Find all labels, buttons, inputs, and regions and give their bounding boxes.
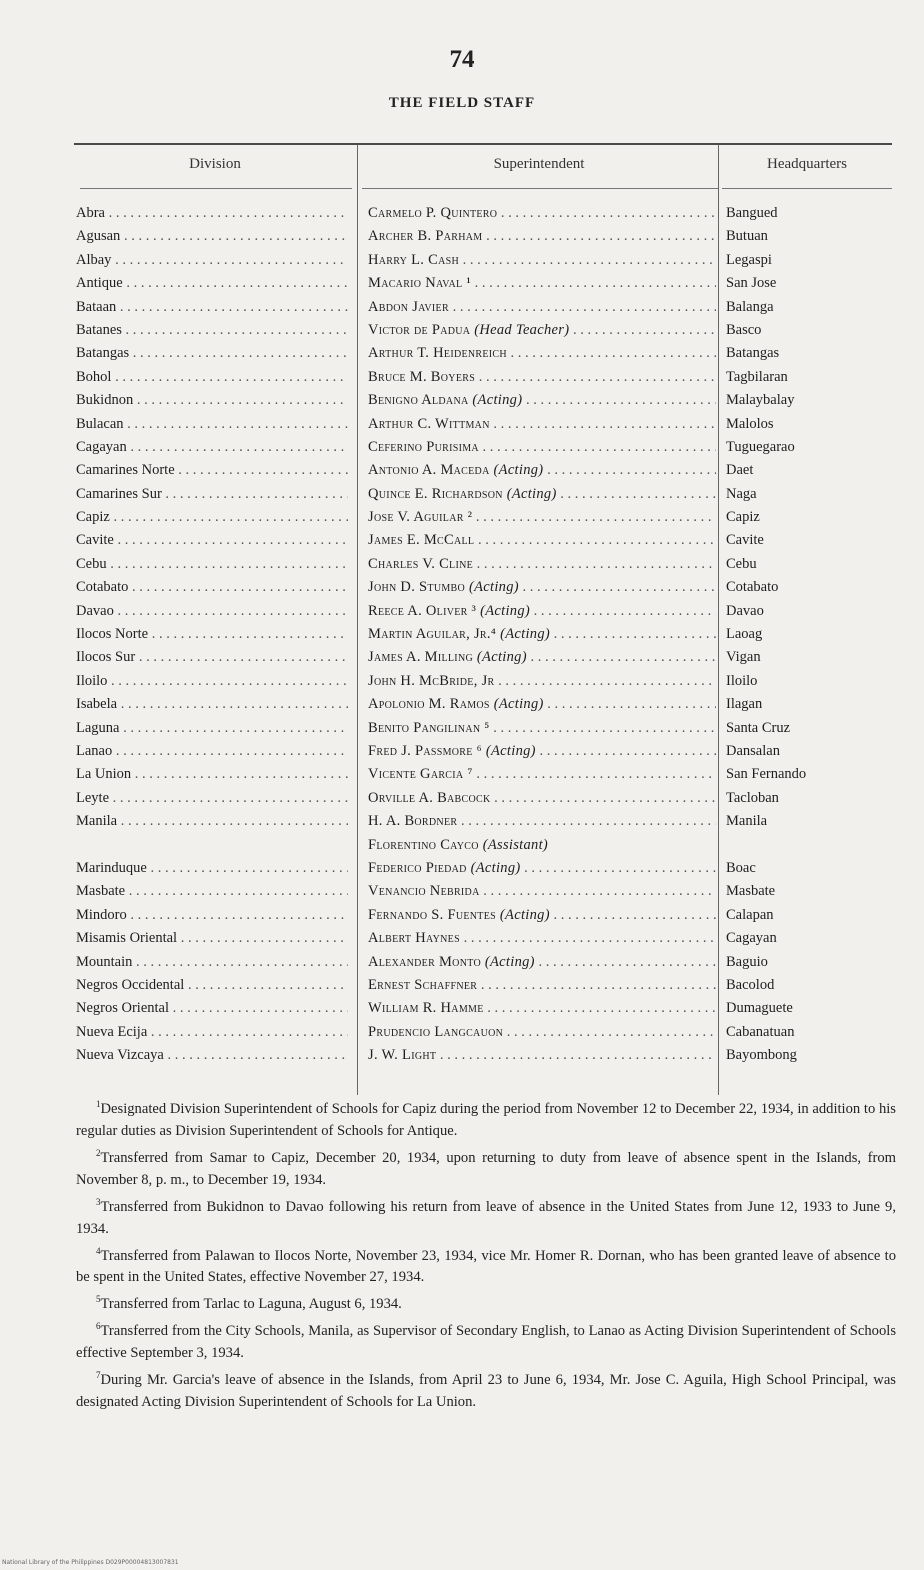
table-row bbox=[76, 342, 896, 365]
division-cell: Ilocos Sur . . . bbox=[76, 646, 348, 669]
headquarters-cell: Cabanatuan bbox=[726, 1023, 795, 1040]
table-row bbox=[76, 296, 896, 319]
division-cell: Negros Occidental . . . bbox=[76, 974, 348, 997]
superintendent-cell: Federico Piedad (Acting) . . . bbox=[368, 857, 716, 880]
headquarters-cell: Bayombong bbox=[726, 1047, 797, 1064]
headquarters-cell: Santa Cruz bbox=[726, 719, 791, 736]
superintendent-cell: John D. Stumbo (Acting) . . . bbox=[368, 576, 716, 599]
table-row bbox=[76, 529, 896, 552]
superintendent-cell: Quince E. Richardson (Acting) . . . bbox=[368, 483, 716, 506]
footnote-text: Transferred from the City Schools, Manila, as Supervisor of Secondary English, to Lanao as Acting Division Superintendent of Schools effective September 3, 1934. bbox=[76, 1323, 896, 1362]
division-cell: Cebu . . . bbox=[76, 553, 348, 576]
headquarters-cell: Legaspi bbox=[726, 251, 772, 268]
division-cell: Negros Oriental . . . bbox=[76, 997, 348, 1020]
superintendent-cell: Reece A. Oliver ³ (Acting) . . . bbox=[368, 600, 716, 623]
headquarters-cell: Baguio bbox=[726, 953, 768, 970]
table-row bbox=[76, 927, 896, 950]
headquarters-cell: Butuan bbox=[726, 228, 768, 245]
division-cell: Bulacan . . . bbox=[76, 413, 348, 436]
superintendent-cell: Benito Pangilinan ⁵ . . . bbox=[368, 717, 716, 740]
table-row bbox=[76, 553, 896, 576]
division-cell: Misamis Oriental . . . bbox=[76, 927, 348, 950]
division-cell: Bataan . . . bbox=[76, 296, 348, 319]
superintendent-cell: Victor de Padua (Head Teacher) . . . bbox=[368, 319, 716, 342]
superintendent-cell: Apolonio M. Ramos (Acting) . . . bbox=[368, 693, 716, 716]
table-row bbox=[76, 1021, 896, 1044]
division-cell: Agusan . . . bbox=[76, 225, 348, 248]
footnote bbox=[76, 1364, 896, 1413]
superintendent-cell: Venancio Nebrida . . . bbox=[368, 880, 716, 903]
role-note: (Acting) bbox=[484, 953, 535, 970]
library-imprint: National Library of the Philippines D029P00004813007831 bbox=[2, 1559, 179, 1566]
header-superintendent: Superintendent bbox=[493, 156, 585, 172]
division-cell: Antique . . . bbox=[76, 272, 348, 295]
role-note: (Acting) bbox=[506, 485, 557, 502]
footnote-text: Transferred from Palawan to Ilocos Norte, November 23, 1934, vice Mr. Homer R. Dornan, who has been granted leave of absence to be spent in the United States, effective November 27, 1934. bbox=[76, 1247, 896, 1286]
division-cell: Masbate . . . bbox=[76, 880, 348, 903]
footnote bbox=[76, 1191, 896, 1240]
superintendent-cell: John H. McBride, Jr . . . bbox=[368, 670, 716, 693]
footnote-text: Transferred from Samar to Capiz, December 20, 1934, upon returning to duty from leave of absence spent in the Islands, from November 8, p. m., to December 19, 1934. bbox=[76, 1149, 896, 1188]
role-note: (Acting) bbox=[470, 859, 521, 876]
division-cell: Marinduque . . . bbox=[76, 857, 348, 880]
footnote-mark: 2 bbox=[96, 1147, 101, 1158]
role-note: (Acting) bbox=[468, 579, 519, 596]
footnote bbox=[76, 1093, 896, 1142]
division-cell: Davao . . . bbox=[76, 600, 348, 623]
header-headquarters: Headquarters bbox=[767, 156, 847, 172]
footnote-mark: 5 bbox=[96, 1294, 101, 1305]
headquarters-cell: Naga bbox=[726, 485, 757, 502]
table-row bbox=[76, 693, 896, 716]
table-row bbox=[76, 717, 896, 740]
role-note: (Head Teacher) bbox=[474, 321, 570, 338]
headquarters-cell: Cavite bbox=[726, 532, 764, 549]
footnote-text: Designated Division Superintendent of Schools for Capiz during the period from November 12 to December 22, 1934, in addition to his regular duties as Division Superintendent of Schools for Antique. bbox=[76, 1100, 896, 1139]
table-row bbox=[76, 834, 896, 857]
superintendent-cell: Macario Naval ¹ . . . bbox=[368, 272, 716, 295]
division-cell: Batangas . . . bbox=[76, 342, 348, 365]
table-row bbox=[76, 389, 896, 412]
headquarters-cell: Davao bbox=[726, 602, 764, 619]
footnotes bbox=[76, 1093, 896, 1413]
role-note: (Acting) bbox=[480, 602, 531, 619]
footnote-mark: 3 bbox=[96, 1196, 101, 1207]
page-number: 74 bbox=[449, 46, 475, 73]
headquarters-cell: Cebu bbox=[726, 555, 757, 572]
superintendent-cell: Carmelo P. Quintero . . . bbox=[368, 202, 716, 225]
table-row bbox=[76, 880, 896, 903]
table-row bbox=[76, 787, 896, 810]
role-note: (Acting) bbox=[476, 649, 527, 666]
division-cell: Isabela . . . bbox=[76, 693, 348, 716]
headquarters-cell: Daet bbox=[726, 462, 754, 479]
footnote-text: Transferred from Tarlac to Laguna, August 6, 1934. bbox=[100, 1296, 402, 1313]
superintendent-cell: James A. Milling (Acting) . . . bbox=[368, 646, 716, 669]
superintendent-cell: Fernando S. Fuentes (Acting) . . . bbox=[368, 904, 716, 927]
superintendent-cell: Bruce M. Boyers . . . bbox=[368, 366, 716, 389]
role-note: (Acting) bbox=[472, 392, 523, 409]
division-cell: Capiz . . . bbox=[76, 506, 348, 529]
headquarters-cell: Manila bbox=[726, 813, 768, 830]
superintendent-cell: Arthur C. Wittman . . . bbox=[368, 413, 716, 436]
table-row bbox=[76, 974, 896, 997]
role-note: (Acting) bbox=[500, 626, 551, 643]
headquarters-cell: Calapan bbox=[726, 906, 774, 923]
footnote bbox=[76, 1288, 896, 1315]
headquarters-cell: Masbate bbox=[726, 883, 776, 900]
table-row bbox=[76, 997, 896, 1020]
superintendent-cell: Jose V. Aguilar ² . . . bbox=[368, 506, 716, 529]
superintendent-cell: Orville A. Babcock . . . bbox=[368, 787, 716, 810]
division-cell: Cagayan . . . bbox=[76, 436, 348, 459]
superintendent-cell: Abdon Javier . . . bbox=[368, 296, 716, 319]
table-row bbox=[76, 225, 896, 248]
header-rule-headquarters bbox=[722, 188, 892, 189]
role-note: (Acting) bbox=[493, 696, 544, 713]
header-rule-division bbox=[80, 188, 352, 189]
page-title: THE FIELD STAFF bbox=[388, 95, 536, 111]
header-division: Division bbox=[189, 156, 241, 172]
footnote-mark: 7 bbox=[96, 1370, 101, 1381]
table-row bbox=[76, 600, 896, 623]
division-cell: Cotabato . . . bbox=[76, 576, 348, 599]
division-cell: Iloilo . . . bbox=[76, 670, 348, 693]
headquarters-cell: Iloilo bbox=[726, 672, 758, 689]
division-cell: Ilocos Norte . . . bbox=[76, 623, 348, 646]
division-cell: Camarines Norte . . . bbox=[76, 459, 348, 482]
superintendent-cell: Benigno Aldana (Acting) . . . bbox=[368, 389, 716, 412]
table-row bbox=[76, 202, 896, 225]
headquarters-cell: Balanga bbox=[726, 298, 774, 315]
headquarters-cell: Capiz bbox=[726, 509, 760, 526]
table-top-rule bbox=[74, 143, 892, 145]
footnote-text: Transferred from Bukidnon to Davao following his return from leave of absence in the United States from June 12, 1933 to June 9, 1934. bbox=[76, 1198, 896, 1237]
division-cell: Camarines Sur . . . bbox=[76, 483, 348, 506]
headquarters-cell: Dansalan bbox=[726, 742, 780, 759]
headquarters-cell: Vigan bbox=[726, 649, 761, 666]
superintendent-cell: J. W. Light . . . bbox=[368, 1044, 716, 1067]
role-note: (Acting) bbox=[493, 462, 544, 479]
headquarters-cell: Boac bbox=[726, 859, 756, 876]
division-cell: Bohol . . . bbox=[76, 366, 348, 389]
division-cell: Mountain . . . bbox=[76, 951, 348, 974]
table-row bbox=[76, 413, 896, 436]
footnote bbox=[76, 1240, 896, 1289]
superintendent-cell: William R. Hamme . . . bbox=[368, 997, 716, 1020]
division-cell: La Union . . . bbox=[76, 763, 348, 786]
table-row bbox=[76, 670, 896, 693]
headquarters-cell: Cotabato bbox=[726, 579, 779, 596]
headquarters-cell: Batangas bbox=[726, 345, 780, 362]
table-row bbox=[76, 623, 896, 646]
superintendent-cell: Martin Aguilar, Jr.⁴ (Acting) . . . bbox=[368, 623, 716, 646]
footnote-mark: 4 bbox=[96, 1245, 101, 1256]
division-cell: Laguna . . . bbox=[76, 717, 348, 740]
superintendent-cell: Alexander Monto (Acting) . . . bbox=[368, 951, 716, 974]
superintendent-cell: Ceferino Purisima . . . bbox=[368, 436, 716, 459]
headquarters-cell: Dumaguete bbox=[726, 1000, 793, 1017]
table-row bbox=[76, 483, 896, 506]
division-cell: Nueva Vizcaya . . . bbox=[76, 1044, 348, 1067]
headquarters-cell: San Fernando bbox=[726, 766, 807, 783]
division-cell: Albay . . . bbox=[76, 249, 348, 272]
table-row bbox=[76, 366, 896, 389]
role-note: (Acting) bbox=[499, 906, 550, 923]
division-cell: Manila . . . bbox=[76, 810, 348, 833]
table-row bbox=[76, 436, 896, 459]
headquarters-cell: Malaybalay bbox=[726, 392, 795, 409]
division-cell: Abra . . . bbox=[76, 202, 348, 225]
table-row bbox=[76, 646, 896, 669]
division-cell: Batanes . . . bbox=[76, 319, 348, 342]
table-row bbox=[76, 904, 896, 927]
role-note: (Assistant) bbox=[482, 836, 549, 853]
superintendent-cell: Archer B. Parham . . . bbox=[368, 225, 716, 248]
headquarters-cell: San Jose bbox=[726, 275, 777, 292]
headquarters-cell: Laoag bbox=[726, 626, 763, 643]
table-row bbox=[76, 319, 896, 342]
table-row bbox=[76, 272, 896, 295]
table-row bbox=[76, 763, 896, 786]
headquarters-cell: Bangued bbox=[726, 205, 778, 221]
table-row bbox=[76, 459, 896, 482]
footnote-text: During Mr. Garcia's leave of absence in the Islands, from April 23 to June 6, 1934, Mr. Jose C. Aguila, High School Principal, was designated Acting Division Superintendent of Schools for La Union. bbox=[76, 1372, 896, 1411]
superintendent-cell: Harry L. Cash . . . bbox=[368, 249, 716, 272]
table-row bbox=[76, 740, 896, 763]
division-cell: Bukidnon . . . bbox=[76, 389, 348, 412]
table-row bbox=[76, 576, 896, 599]
division-cell: Lanao . . . bbox=[76, 740, 348, 763]
headquarters-cell: Basco bbox=[726, 321, 762, 338]
division-cell: Mindoro . . . bbox=[76, 904, 348, 927]
footnote bbox=[76, 1142, 896, 1191]
table-row bbox=[76, 857, 896, 880]
headquarters-cell: Malolos bbox=[726, 415, 774, 432]
footnote-mark: 1 bbox=[96, 1099, 101, 1109]
headquarters-cell: Tacloban bbox=[726, 789, 779, 806]
role-note: (Acting) bbox=[485, 742, 536, 759]
superintendent-cell: James E. McCall . . . bbox=[368, 529, 716, 552]
headquarters-cell: Tagbilaran bbox=[726, 368, 788, 385]
division-cell: Nueva Ecija . . . bbox=[76, 1021, 348, 1044]
table-row bbox=[76, 810, 896, 833]
superintendent-cell: Antonio A. Maceda (Acting) . . . bbox=[368, 459, 716, 482]
headquarters-cell: Bacolod bbox=[726, 976, 775, 993]
footnote-mark: 6 bbox=[96, 1321, 101, 1332]
superintendent-cell: H. A. Bordner . . . bbox=[368, 810, 716, 833]
superintendent-cell: Florentino Cayco (Assistant) bbox=[368, 836, 549, 853]
superintendent-cell: Arthur T. Heidenreich . . . bbox=[368, 342, 716, 365]
superintendent-cell: Albert Haynes . . . bbox=[368, 927, 716, 950]
table-row bbox=[76, 249, 896, 272]
division-cell: Leyte . . . bbox=[76, 787, 348, 810]
superintendent-cell: Prudencio Langcauon . . . bbox=[368, 1021, 716, 1044]
headquarters-cell: Ilagan bbox=[726, 696, 763, 713]
headquarters-cell: Cagayan bbox=[726, 930, 777, 947]
superintendent-cell: Ernest Schaffner . . . bbox=[368, 974, 716, 997]
superintendent-cell: Charles V. Cline . . . bbox=[368, 553, 716, 576]
superintendent-cell: Fred J. Passmore ⁶ (Acting) . . . bbox=[368, 740, 716, 763]
staff-table bbox=[76, 202, 896, 1067]
table-row bbox=[76, 506, 896, 529]
table-row bbox=[76, 951, 896, 974]
table-row bbox=[76, 1044, 896, 1067]
headquarters-cell: Tuguegarao bbox=[726, 438, 795, 455]
division-cell: Cavite . . . bbox=[76, 529, 348, 552]
superintendent-cell: Vicente Garcia ⁷ . . . bbox=[368, 763, 716, 786]
footnote bbox=[76, 1315, 896, 1364]
header-rule-superintendent bbox=[362, 188, 718, 189]
